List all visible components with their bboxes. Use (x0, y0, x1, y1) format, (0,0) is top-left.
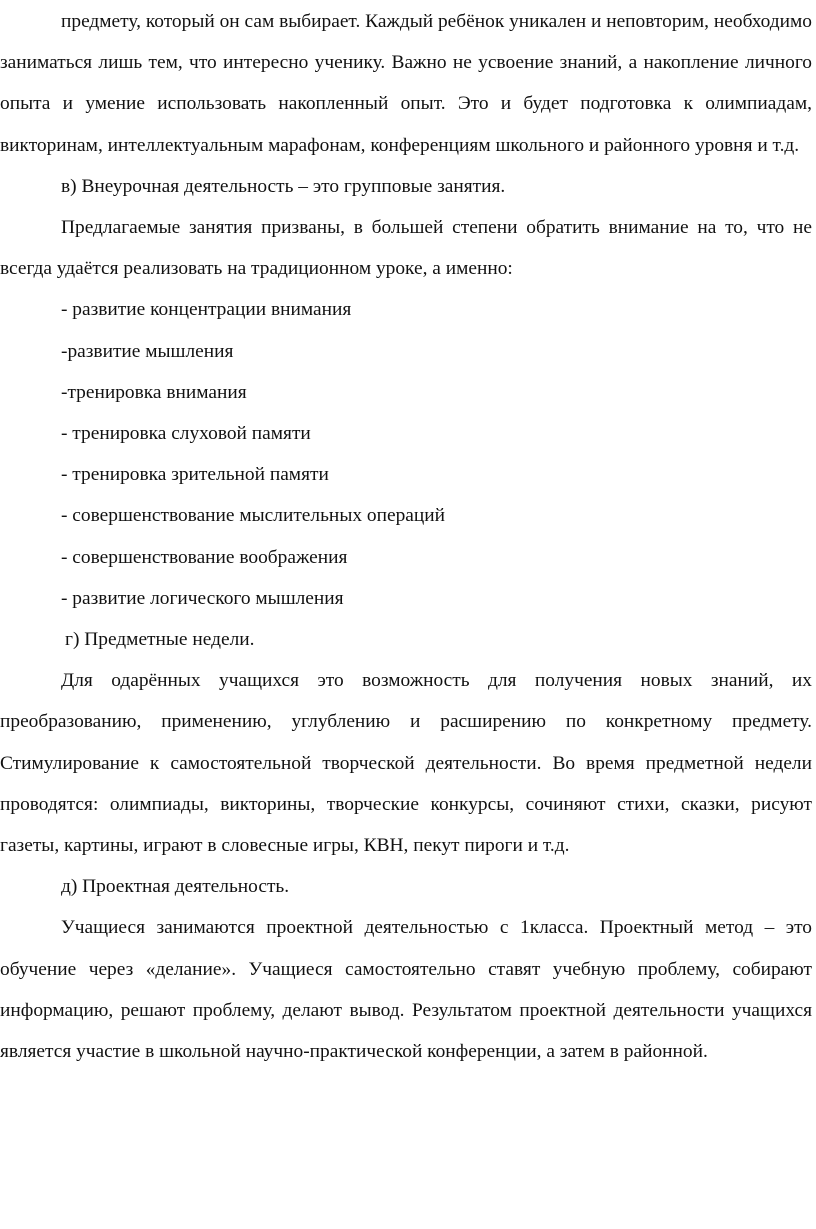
list-item: -развитие мышления (61, 340, 234, 362)
list-item: - совершенствование воображения (61, 546, 348, 568)
heading-subject-weeks: г) Предметные недели. (65, 629, 255, 651)
activities-list (0, 289, 812, 619)
paragraph-extracurricular: Предлагаемые занятия призваны, в большей степени обратить внимание на то, что не всегда удаётся реализовать на традиционном уроке, а именно: (0, 217, 812, 280)
list-item: - тренировка зрительной памяти (61, 464, 329, 486)
list-item: -тренировка внимания (61, 381, 247, 403)
paragraph-subject-weeks: Для одарённых учащихся это возможность для получения новых знаний, их преобразованию, применению, углублению и расширению по конкретному предмету. Стимулирование к самостоятельной творческой деятельности. Во время предметной недели проводятся: олимпиады, викторины, творческие конкурсы, сочиняют стихи, сказки, рисуют газеты, картины, играют в словесные игры, КВН, пекут пироги и т.д. (0, 670, 812, 857)
heading-extracurricular: в) Внеурочная деятельность – это групповые занятия. (61, 175, 506, 197)
list-item: - развитие концентрации внимания (61, 299, 352, 321)
heading-project-activity: д) Проектная деятельность. (61, 876, 290, 898)
list-item: - совершенствование мыслительных операций (61, 505, 445, 527)
paragraph-project-activity: Учащиеся занимаются проектной деятельностью с 1класса. Проектный метод – это обучение через «делание». Учащиеся самостоятельно ставят учебную проблему, собирают информацию, решают проблему, делают вывод. Результатом проектной деятельности учащихся является участие в школьной научно-практической конференции, а затем в районной. (0, 917, 812, 1063)
paragraph-intro: предмету, который он сам выбирает. Каждый ребёнок уникален и неповторим, необходимо заниматься лишь тем, что интересно ученику. Важно не усвоение знаний, а накопление личного опыта и умение использовать накопленный опыт. Это и будет подготовка к олимпиадам, викторинам, интеллектуальным марафонам, конференциям школьного и районного уровня и т.д. (0, 11, 812, 156)
list-item: - развитие логического мышления (61, 587, 344, 609)
list-item: - тренировка слуховой памяти (61, 423, 311, 445)
